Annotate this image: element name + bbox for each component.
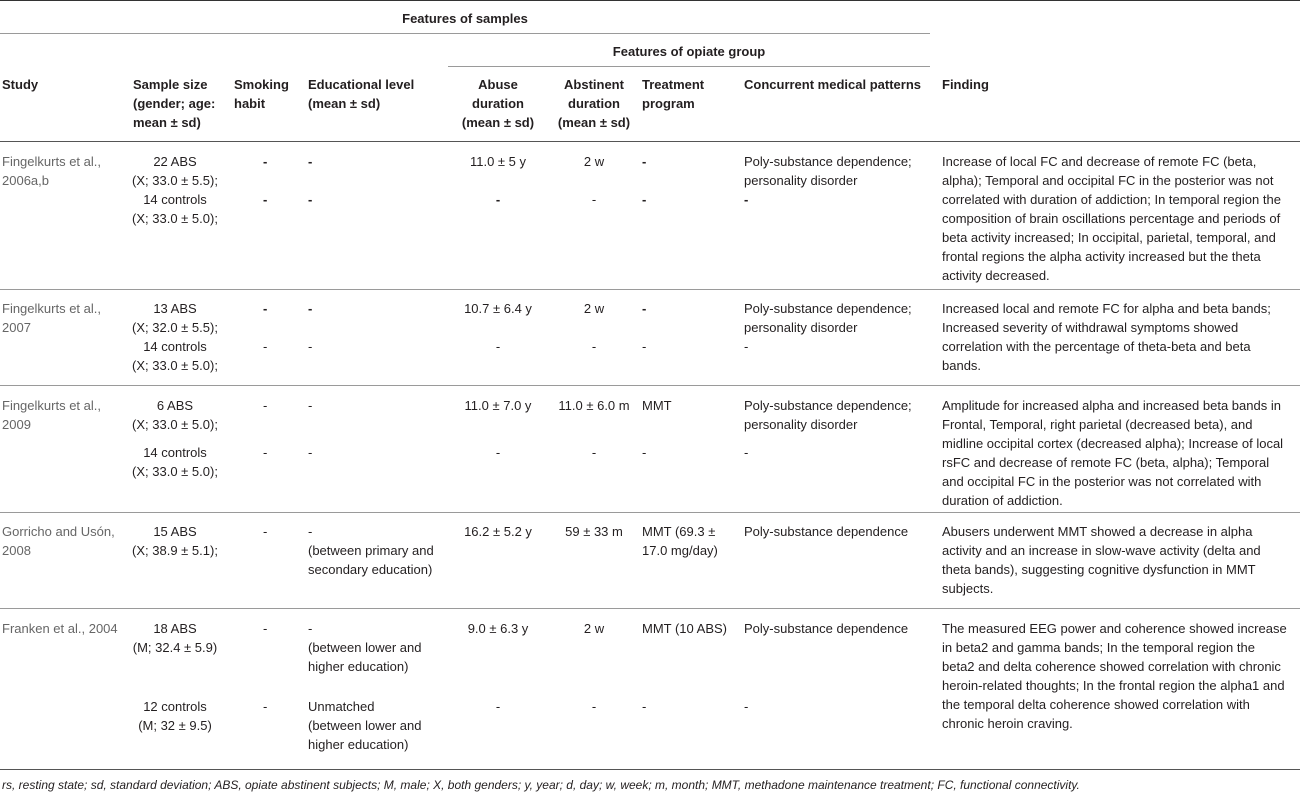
row3-sample-abs: 6 ABS (X; 33.0 ± 5.0); <box>132 398 218 432</box>
row5-smoking-controls: - <box>263 699 268 714</box>
top-rule <box>0 0 1300 1</box>
row5-edu-abs: - (between lower and higher education) <box>308 621 422 674</box>
row5-treatment-abs: MMT (10 ABS) <box>642 621 728 636</box>
row2-finding: Increased local and remote FC for alpha and beta bands; Increased severity of withdrawal symptoms showed correlation with the percentage of theta-beta and beta bands. <box>942 301 1271 373</box>
row4-smoking-abs: - <box>263 524 268 539</box>
row3-concurrent-abs: Poly-substance dependence; personality disorder <box>744 398 912 432</box>
header-sample-size: Sample size (gender; age: mean ± sd) <box>133 77 216 130</box>
row2-abuse-controls: - <box>495 339 501 354</box>
row2-study: Fingelkurts et al., 2007 <box>2 301 101 335</box>
row4-finding: Abusers underwent MMT showed a decrease in alpha activity and an increase in slow-wave activity (delta and theta bands), suggesting cognitive dysfunction in MMT subjects. <box>942 524 1261 596</box>
table-footnote: rs, resting state; sd, standard deviation; ABS, opiate abstinent subjects; M, male; X, both genders; y, year; d, day; w, week; m, month; MMT, methadone maintenance treatment; FC, functional connectivity. <box>2 778 1080 792</box>
row2-concurrent-abs: Poly-substance dependence; personality disorder <box>744 301 912 335</box>
row1-smoking-abs: - <box>263 154 268 169</box>
row5-sample-abs: 18 ABS (M; 32.4 ± 5.9) <box>132 621 218 655</box>
row3-finding: Amplitude for increased alpha and increased beta bands in Frontal, Temporal, right parietal (decreased beta), and midline occipital cortex (decreased alpha); Increase of local rsFC and decrease of remote FC (beta, alpha); Temporal and occipital FC in the posterior was not correlated with duration of addiction. <box>942 398 1284 508</box>
row4-concurrent-abs: Poly-substance dependence <box>744 524 909 539</box>
row5-abuse-controls: - <box>495 699 501 714</box>
row2-concurrent-controls: - <box>744 339 749 354</box>
row2-abstinent-controls: - <box>591 339 597 354</box>
row5-finding: The measured EEG power and coherence showed increase in beta2 and gamma bands; In the temporal region the beta2 and delta coherence showed correlation with chronic heroin-related thoughts; In the frontal region the alpha1 and the temporal delta coherence showed correlation with chronic heroin craving. <box>942 621 1287 731</box>
row5-concurrent-controls: - <box>744 699 749 714</box>
row5-concurrent-abs: Poly-substance dependence <box>744 621 909 636</box>
row5-edu-controls: Unmatched (between lower and higher education) <box>308 699 422 752</box>
row5-smoking-abs: - <box>263 621 268 636</box>
header-abstinent-duration: Abstinent duration (mean ± sd) <box>557 77 631 130</box>
row1-edu-abs: - <box>308 154 313 169</box>
row5-sample-controls: 12 controls (M; 32 ± 9.5) <box>138 699 212 733</box>
row1-finding: Increase of local FC and decrease of remote FC (beta, alpha); Temporal and occipital FC in the posterior was not correlated with duration of addiction; In temporal region the composition of brain oscillations percentage and periods of beta activity increased; In occipital, parietal, temporal, and frontal regions the alpha activity increased but the theta activity decreased. <box>942 154 1281 283</box>
row3-sample-controls: 14 controls (X; 33.0 ± 5.0); <box>132 445 218 479</box>
row4-treatment-abs: MMT (69.3 ± 17.0 mg/day) <box>642 524 718 558</box>
header-study: Study <box>2 77 39 92</box>
row1-sample-controls: 14 controls (X; 33.0 ± 5.0); <box>132 192 218 226</box>
row4-sample-abs: 15 ABS (X; 38.9 ± 5.1); <box>132 524 218 558</box>
header-abuse-duration: Abuse duration (mean ± sd) <box>461 77 535 130</box>
row3-study: Fingelkurts et al., 2009 <box>2 398 101 432</box>
row2-smoking-abs: - <box>263 301 268 316</box>
row1-abstinent-abs: 2 w <box>583 154 605 169</box>
row2-edu-controls: - <box>308 339 313 354</box>
row5-abstinent-abs: 2 w <box>583 621 605 636</box>
header-concurrent-medical-patterns: Concurrent medical patterns <box>744 77 921 92</box>
header-smoking-habit: Smoking habit <box>234 77 289 111</box>
header-treatment-program: Treatment program <box>642 77 705 111</box>
row3-concurrent-controls: - <box>744 445 749 460</box>
row2-treatment-controls: - <box>642 339 647 354</box>
row3-divider <box>0 512 1300 513</box>
row1-divider <box>0 289 1300 290</box>
row3-abuse-abs: 11.0 ± 7.0 y <box>464 398 532 413</box>
row5-abuse-abs: 9.0 ± 6.3 y <box>467 621 529 636</box>
row1-study: Fingelkurts et al., 2006a,b <box>2 154 101 188</box>
row1-edu-controls: - <box>308 192 313 207</box>
row2-sample-controls: 14 controls (X; 33.0 ± 5.0); <box>132 339 218 373</box>
row4-divider <box>0 608 1300 609</box>
row1-concurrent-controls: - <box>744 192 749 207</box>
row1-smoking-controls: - <box>263 192 268 207</box>
row5-abstinent-controls: - <box>591 699 597 714</box>
row2-treatment-abs: - <box>642 301 647 316</box>
row3-smoking-controls: - <box>263 445 268 460</box>
row3-abstinent-controls: - <box>591 445 597 460</box>
row1-abuse-abs: 11.0 ± 5 y <box>469 154 527 169</box>
bottom-rule <box>0 769 1300 770</box>
row2-divider <box>0 385 1300 386</box>
row3-abuse-controls: - <box>495 445 501 460</box>
header-bottom-rule <box>0 141 1300 142</box>
row4-abstinent-abs: 59 ± 33 m <box>565 524 623 539</box>
row4-edu-abs: - (between primary and secondary education) <box>308 524 434 577</box>
row5-treatment-controls: - <box>642 699 647 714</box>
row1-abstinent-controls: - <box>591 192 597 207</box>
row4-study: Gorricho and Usón, 2008 <box>2 524 115 558</box>
row3-edu-controls: - <box>308 445 313 460</box>
row3-edu-abs: - <box>308 398 313 413</box>
row3-treatment-controls: - <box>642 445 647 460</box>
row2-abstinent-abs: 2 w <box>583 301 605 316</box>
features-samples-rule <box>0 33 930 34</box>
row1-treatment-controls: - <box>642 192 647 207</box>
row4-abuse-abs: 16.2 ± 5.2 y <box>464 524 532 539</box>
row5-study: Franken et al., 2004 <box>2 621 118 636</box>
row3-abstinent-abs: 11.0 ± 6.0 m <box>558 398 630 413</box>
row1-concurrent-abs: Poly-substance dependence; personality disorder <box>744 154 912 188</box>
row3-treatment-abs: MMT <box>642 398 672 413</box>
row1-treatment-abs: - <box>642 154 647 169</box>
row1-sample-abs: 22 ABS (X; 33.0 ± 5.5); <box>132 154 218 188</box>
row2-smoking-controls: - <box>263 339 268 354</box>
row3-smoking-abs: - <box>263 398 268 413</box>
row2-edu-abs: - <box>308 301 313 316</box>
features-opiate-rule <box>448 66 930 67</box>
header-features-of-samples: Features of samples <box>402 11 528 26</box>
header-educational-level: Educational level (mean ± sd) <box>308 77 415 111</box>
row2-abuse-abs: 10.7 ± 6.4 y <box>464 301 532 316</box>
header-features-of-opiate-group: Features of opiate group <box>612 44 766 59</box>
header-finding: Finding <box>942 77 989 92</box>
row1-abuse-controls: - <box>495 192 501 207</box>
row2-sample-abs: 13 ABS (X; 32.0 ± 5.5); <box>132 301 218 335</box>
